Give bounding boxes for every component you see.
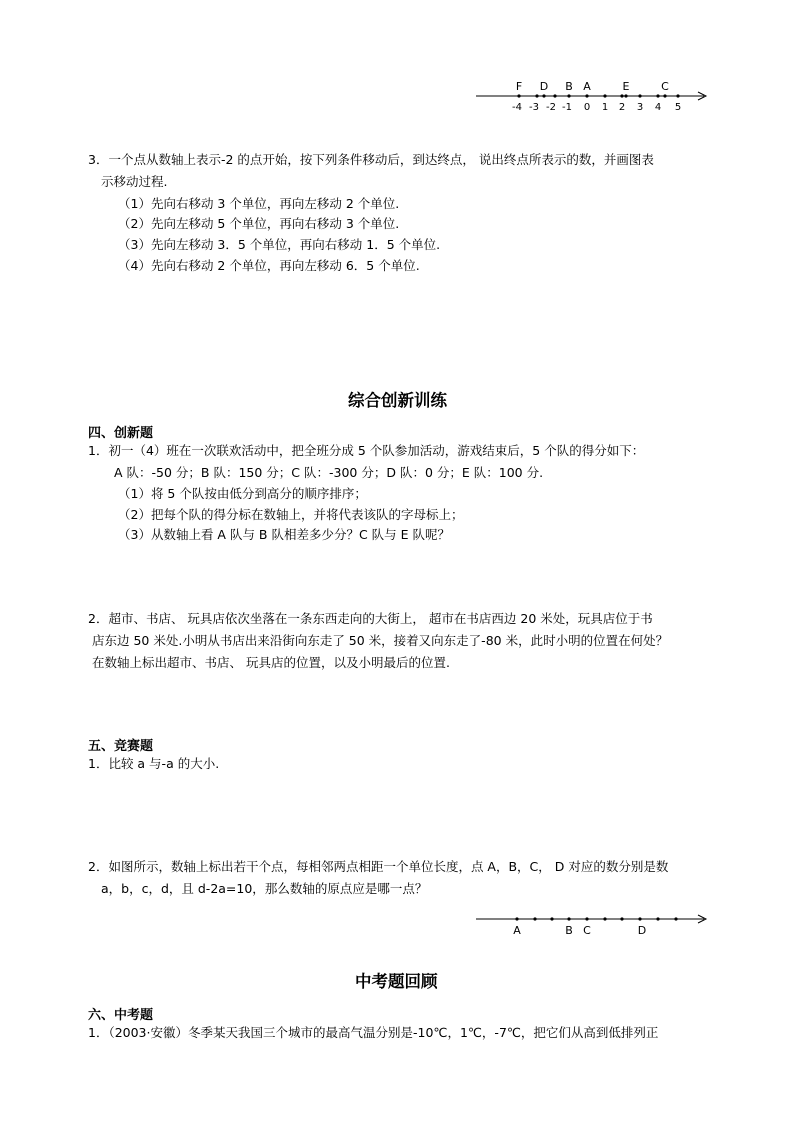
tick-label: -3 — [529, 102, 539, 113]
number-line-point — [620, 94, 623, 97]
number-line-point — [542, 94, 545, 97]
number-line-point — [674, 917, 677, 920]
s4-q1-item-3: （3）从数轴上看 A 队与 B 队相差多少分？C 队与 E 队呢？ — [118, 527, 451, 542]
number-line-point — [603, 94, 606, 97]
number-line-point — [656, 917, 659, 920]
number-line-point — [603, 917, 606, 920]
number-line-point — [515, 917, 518, 920]
tick-label: 3 — [636, 102, 644, 113]
point-label-C: C — [583, 924, 591, 937]
number-line-point — [585, 917, 588, 920]
tick-label: 1 — [601, 102, 609, 113]
s4-q1-scores: A 队：-50 分；B 队：150 分；C 队：-300 分；D 队：0 分；E 队：100 分. — [114, 465, 544, 480]
section-title-comprehensive: 综合创新训练 — [348, 391, 447, 410]
s4-q1-item-2: （2）把每个队的得分标在数轴上，并将代表该队的字母标上； — [118, 507, 464, 522]
s4-q2-line-2: 店东边 50 米处.小明从书店出来沿街向东走了 50 米，接着又向东走了-80 米，此时小明的位置在何处？ — [92, 633, 669, 648]
q3-item-3: （3）先向左移动 3．5 个单位，再向右移动 1．5 个单位. — [118, 237, 441, 252]
point-label-A: A — [583, 80, 591, 93]
number-line-point — [676, 94, 679, 97]
q3-item-4: （4）先向右移动 2 个单位，再向左移动 6．5 个单位. — [118, 258, 420, 273]
section4-heading: 四、创新题 — [88, 426, 154, 441]
s6-q1: 1．（2003·安徽）冬季某天我国三个城市的最高气温分别是-10℃，1℃，-7℃，把它们从高到低排列正 — [88, 1025, 659, 1040]
point-label-B: B — [565, 924, 573, 937]
s5-q1: 1．比较 a 与-a 的大小. — [88, 756, 220, 771]
tick-label: -4 — [512, 102, 522, 113]
number-line-point — [663, 94, 666, 97]
tick-label: 0 — [583, 102, 591, 113]
q3-line-1: 3．一个点从数轴上表示-2 的点开始，按下列条件移动后，到达终点， 说出终点所表示的数，并画图表 — [88, 152, 654, 167]
tick-label: -1 — [562, 102, 572, 113]
point-label-D: D — [539, 80, 549, 93]
tick-label: 4 — [654, 102, 662, 113]
number-line-point — [656, 94, 659, 97]
number-line-point — [624, 94, 627, 97]
s4-q1-line-1: 1．初一（4）班在一次联欢活动中，把全班分成 5 个队参加活动，游戏结束后，5 个队的得分如下： — [88, 443, 645, 458]
number-line-point — [620, 917, 623, 920]
section-title-review: 中考题回顾 — [355, 972, 438, 991]
section6-heading: 六、中考题 — [88, 1008, 154, 1023]
tick-label: 5 — [674, 102, 682, 113]
number-line-point — [553, 94, 556, 97]
q3-item-1: （1）先向右移动 3 个单位，再向左移动 2 个单位. — [118, 196, 400, 211]
point-label-A: A — [513, 924, 521, 937]
s4-q2-line-3: 在数轴上标出超市、书店、 玩具店的位置，以及小明最后的位置. — [92, 655, 450, 670]
number-line-point — [517, 94, 520, 97]
number-line-point — [638, 917, 641, 920]
number-line-point — [567, 94, 570, 97]
point-label-F: F — [515, 80, 523, 93]
s5-q2-line-1: 2．如图所示，数轴上标出若干个点，每相邻两点相距一个单位长度，点 A，B，C， D 对应的数分别是数 — [88, 859, 669, 874]
number-line-point — [535, 94, 538, 97]
number-line-1 — [0, 70, 794, 190]
point-label-E: E — [622, 80, 630, 93]
number-line-point — [585, 94, 588, 97]
q3-item-2: （2）先向左移动 5 个单位，再向右移动 3 个单位. — [118, 216, 400, 231]
s4-q2-line-1: 2．超市、书店、 玩具店依次坐落在一条东西走向的大街上， 超市在书店西边 20 米处，玩具店位于书 — [88, 611, 653, 626]
tick-label: 2 — [618, 102, 626, 113]
tick-label: -2 — [546, 102, 556, 113]
point-label-D: D — [637, 924, 647, 937]
number-line-point — [638, 94, 641, 97]
number-line-point — [550, 917, 553, 920]
s5-q2-line-2: a，b，c，d，且 d-2a=10，那么数轴的原点应是哪一点？ — [101, 881, 428, 896]
point-label-C: C — [661, 80, 669, 93]
s4-q1-item-1: （1）将 5 个队按由低分到高分的顺序排序； — [118, 486, 367, 501]
q3-line-2: 示移动过程. — [101, 174, 168, 189]
point-label-B: B — [565, 80, 573, 93]
section5-heading: 五、竞赛题 — [88, 739, 154, 754]
number-line-point — [533, 917, 536, 920]
number-line-point — [567, 917, 570, 920]
number-line-2 — [0, 906, 794, 946]
